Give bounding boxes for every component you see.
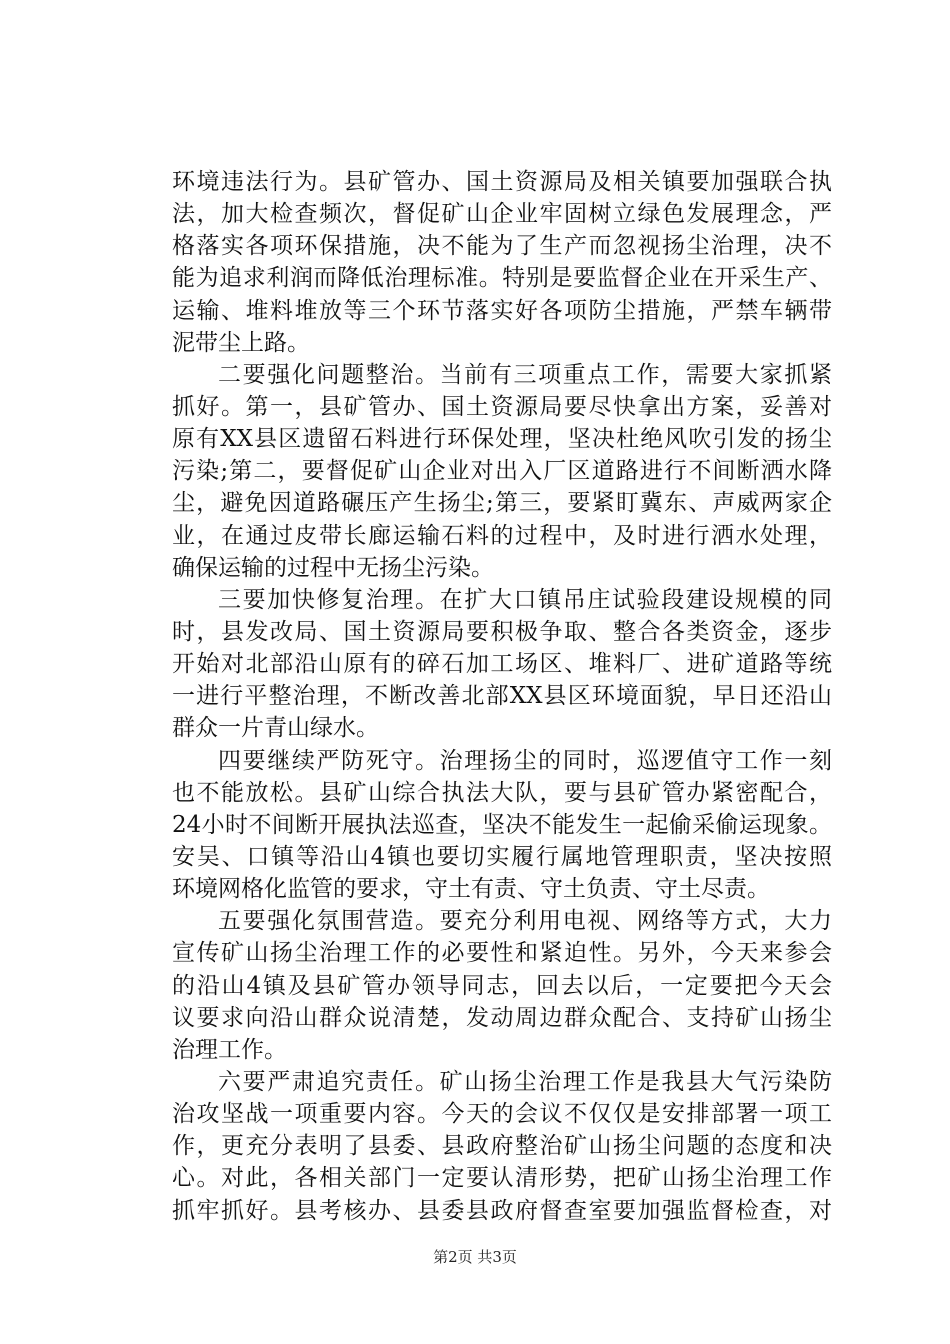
text-line: 治攻坚战一项重要内容。今天的会议不仅仅是安排部署一项工 — [172, 1101, 832, 1128]
paragraph-start-line: 六要严肃追究责任。矿山扬尘治理工作是我县大气污染防 — [218, 1068, 832, 1095]
text-line: 群众一片青山绿水。 — [172, 715, 379, 742]
text-line: 泥带尘上路。 — [172, 329, 310, 356]
text-line: 心。对此，各相关部门一定要认清形势，把矿山扬尘治理工作 — [172, 1165, 832, 1192]
text-line: 格落实各项环保措施，决不能为了生产而忽视扬尘治理，决不 — [172, 233, 832, 260]
paragraph-start-line: 五要强化氛围营造。要充分利用电视、网络等方式，大力 — [218, 908, 832, 935]
paragraph-start-line: 四要继续严防死守。治理扬尘的同时，巡逻值守工作一刻 — [218, 747, 832, 774]
text-line: 法，加大检查频次，督促矿山企业牢固树立绿色发展理念，严 — [172, 201, 832, 228]
paragraph-start-line: 二要强化问题整治。当前有三项重点工作，需要大家抓紧 — [218, 361, 832, 388]
text-line: 尘，避免因道路碾压产生扬尘;第三，要紧盯冀东、声威两家企 — [172, 490, 832, 517]
text-line: 议要求向沿山群众说清楚，发动周边群众配合、支持矿山扬尘 — [172, 1004, 832, 1031]
text-line: 污染;第二，要督促矿山企业对出入厂区道路进行不间断洒水降 — [172, 458, 832, 485]
page-number-footer: 第2页 共3页 — [433, 1248, 517, 1266]
text-line: 时，县发改局、国土资源局要积极争取、整合各类资金，逐步 — [172, 618, 832, 645]
text-line: 运输、堆料堆放等三个环节落实好各项防尘措施，严禁车辆带 — [172, 297, 832, 324]
text-line: 治理工作。 — [172, 1036, 287, 1063]
body-text — [172, 166, 832, 1227]
text-line: 也不能放松。县矿山综合执法大队，要与县矿管办紧密配合， — [172, 779, 832, 806]
text-line: 作，更充分表明了县委、县政府整治矿山扬尘问题的态度和决 — [172, 1133, 832, 1160]
text-line: 抓好。第一，县矿管办、国土资源局要尽快拿出方案，妥善对 — [172, 393, 832, 420]
text-line: 业，在通过皮带长廊运输石料的过程中，及时进行洒水处理， — [172, 522, 832, 549]
text-line: 环境网格化监管的要求，守土有责、守土负责、守土尽责。 — [172, 876, 770, 903]
text-line: 原有XX县区遗留石料进行环保处理，坚决杜绝风吹引发的扬尘 — [172, 426, 832, 453]
text-line: 确保运输的过程中无扬尘污染。 — [172, 554, 494, 581]
text-line: 一进行平整治理，不断改善北部XX县区环境面貌，早日还沿山 — [172, 683, 832, 710]
text-line: 能为追求利润而降低治理标准。特别是要监督企业在开采生产、 — [172, 265, 832, 292]
text-line: 安吴、口镇等沿山4镇也要切实履行属地管理职责，坚决按照 — [172, 843, 832, 870]
text-line: 宣传矿山扬尘治理工作的必要性和紧迫性。另外，今天来参会 — [172, 940, 832, 967]
text-line: 的沿山4镇及县矿管办领导同志，回去以后，一定要把今天会 — [172, 972, 832, 999]
text-line: 开始对北部沿山原有的碎石加工场区、堆料厂、进矿道路等统 — [172, 651, 832, 678]
paragraph-start-line: 三要加快修复治理。在扩大口镇吊庄试验段建设规模的同 — [218, 586, 832, 613]
text-line: 环境违法行为。县矿管办、国土资源局及相关镇要加强联合执 — [172, 169, 832, 195]
text-line: 24小时不间断开展执法巡查，坚决不能发生一起偷采偷运现象。 — [172, 811, 832, 838]
text-line: 抓牢抓好。县考核办、县委县政府督查室要加强监督检查，对 — [172, 1197, 832, 1224]
